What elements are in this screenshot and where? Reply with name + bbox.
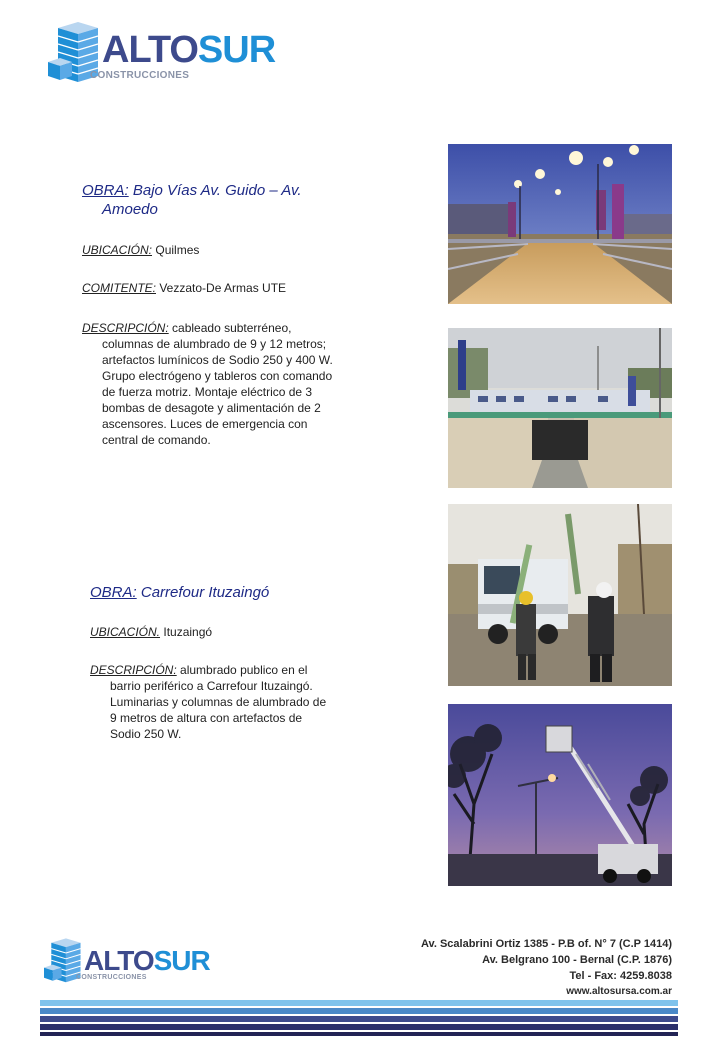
project1-descripcion-line: ascensores. Luces de emergencia con (102, 417, 308, 431)
photo-workers-truck (448, 504, 672, 686)
project1-descripcion (82, 320, 372, 448)
footer-stripe (40, 1024, 678, 1030)
project1-obra-line1: Bajo Vías Av. Guido – Av. (132, 182, 302, 199)
project1-descripcion-line: artefactos lumínicos de Sodio 250 y 400 W. (102, 353, 333, 367)
project1-ubicacion (82, 243, 199, 258)
company-name (102, 30, 275, 70)
footer-address1: Av. Scalabrini Ortiz 1385 - P.B of. N° 7 (C.P 1414) (421, 938, 672, 950)
project2-obra-label: OBRA: (90, 584, 137, 601)
footer-logo (44, 938, 214, 986)
project1-ubicacion-value: Quilmes (155, 243, 200, 257)
project2-title (90, 583, 380, 602)
project2-ubicacion-label: UBICACIÓN. (90, 625, 161, 639)
company-name (84, 946, 210, 976)
header-logo (48, 22, 278, 86)
project2-descripcion-line: Luminarias y columnas de alumbrado de (110, 695, 327, 709)
project2-obra-value: Carrefour Ituzaingó (140, 584, 270, 601)
project1-descripcion-line: central de comando. (102, 433, 211, 447)
project1-descripcion-label: DESCRIPCIÓN: (82, 321, 169, 335)
project2-descripcion-line: Sodio 250 W. (110, 727, 182, 741)
project1-title (82, 181, 372, 219)
company-tagline: CONSTRUCCIONES (76, 974, 147, 981)
company-name-sur: SUR (197, 29, 276, 71)
project1-descripcion-line: de fuerza motriz. Montaje eléctrico de 3 (102, 385, 313, 399)
footer-stripes (40, 1000, 678, 1038)
footer-stripe (40, 1032, 678, 1036)
project1-obra-line2: Amoedo (102, 201, 158, 218)
company-name-sur: SUR (153, 945, 210, 976)
project1-comitente (82, 281, 286, 296)
footer-stripe (40, 1000, 678, 1006)
project1-descripcion-line: Grupo electrógeno y tableros con comando (102, 369, 333, 383)
project1-obra-label: OBRA: (82, 182, 129, 199)
project1-descripcion-line: columnas de alumbrado de 9 y 12 metros; (102, 337, 327, 351)
project2-descripcion-label: DESCRIPCIÓN: (90, 663, 177, 677)
footer-address2: Av. Belgrano 100 - Bernal (C.P. 1876) (482, 954, 672, 966)
project1-descripcion-line: bombas de desagote y alimentación de 2 (102, 401, 321, 415)
company-name-alto: ALTO (84, 945, 154, 976)
photo-crane-dusk (448, 704, 672, 886)
footer-phone: Tel - Fax: 4259.8038 (569, 970, 672, 982)
project1-comitente-value: Vezzato-De Armas UTE (159, 281, 287, 295)
project2-ubicacion (90, 625, 212, 640)
project2-ubicacion-value: Ituzaingó (163, 625, 213, 639)
project1-ubicacion-label: UBICACIÓN: (82, 243, 153, 257)
company-name-alto: ALTO (102, 29, 198, 71)
project1-comitente-label: COMITENTE: (82, 281, 156, 295)
project2-descripcion-first: alumbrado publico en el (180, 663, 308, 677)
photo-underpass-train (448, 328, 672, 488)
project2-descripcion-line: barrio periférico a Carrefour Ituzaingó. (110, 679, 313, 693)
footer-stripe (40, 1008, 678, 1014)
project2-descripcion-line: 9 metros de altura con artefactos de (110, 711, 303, 725)
footer-website[interactable]: www.altosursa.com.ar (566, 986, 672, 997)
project2-descripcion (90, 662, 370, 742)
company-tagline: CONSTRUCCIONES (90, 70, 190, 81)
footer-stripe (40, 1016, 678, 1022)
project1-descripcion-first: cableado subterréneo, (172, 321, 292, 335)
photo-underpass-dusk (448, 144, 672, 304)
